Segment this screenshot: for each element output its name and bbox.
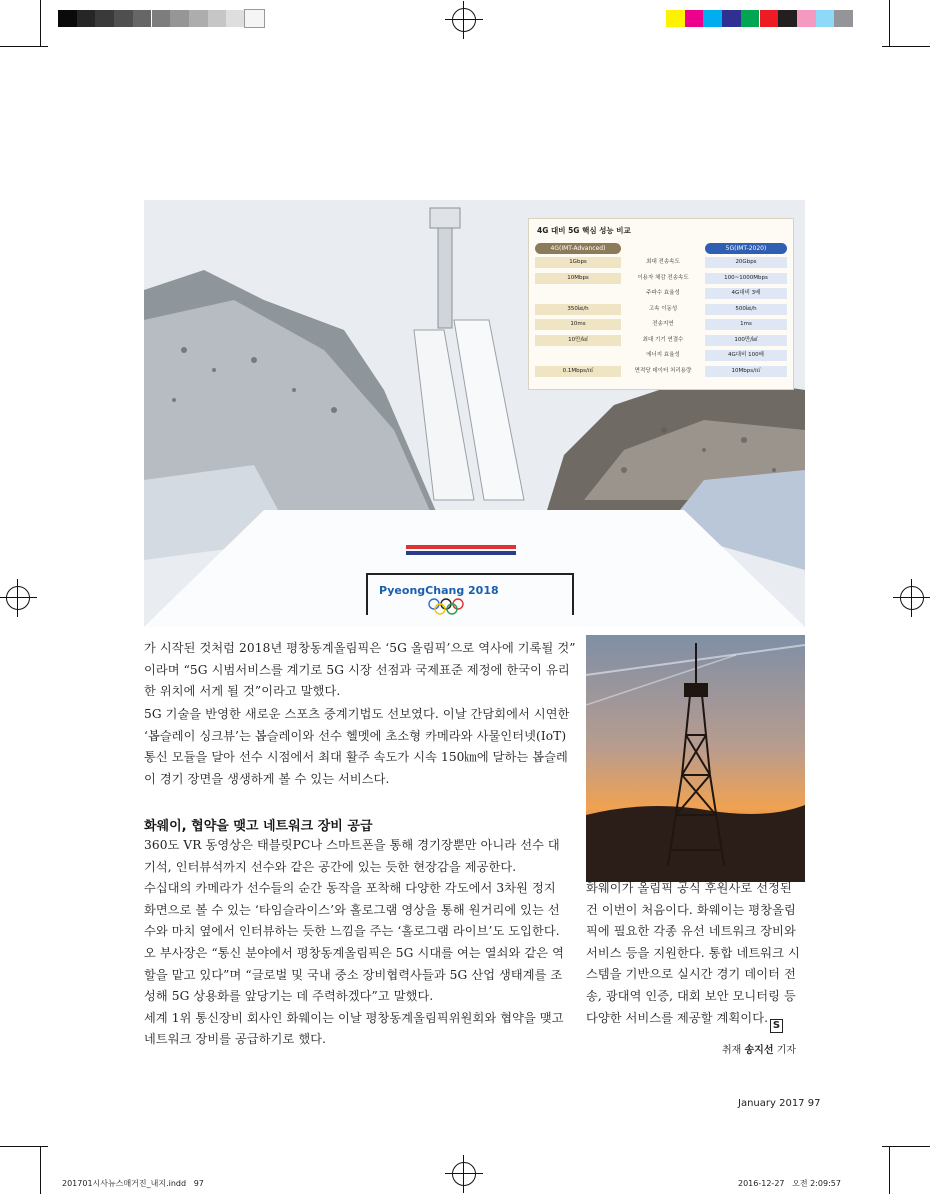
text-line: 한 위치에 서게 될 것”이라고 말했다.: [144, 684, 341, 699]
byline: [722, 1041, 796, 1056]
infobox-4g-value: 10ms: [535, 319, 621, 330]
text-line: 5G 기술을 반영한 새로운 스포츠 중계기법도 선보였다. 이날 간담회에서 시연한: [144, 707, 570, 721]
byline-prefix: 취재: [722, 1045, 742, 1056]
color-swatch: [226, 10, 245, 27]
slug-timestamp: 2016-12-27 오전 2:09:57: [738, 1179, 841, 1188]
color-swatch: [189, 10, 208, 27]
infobox-row: [535, 366, 787, 377]
text-line: 가 시작된 것처럼 2018년 평창동계올림픽은 ‘5G 올림픽’으로 역사에 기록될 것”: [144, 641, 576, 655]
text-line: 네트워크 장비를 공급하기로 했다.: [144, 1032, 327, 1047]
infobox-5g-value: 20Gbps: [705, 257, 787, 268]
color-swatch: [834, 10, 853, 27]
infobox-metric-label: 고속 이동성: [648, 305, 678, 312]
text-line: 스템을 기반으로 실시간 경기 데이터 전: [586, 967, 796, 982]
text-line: 픽에 필요한 각종 유선 네트워크 장비와: [586, 924, 796, 939]
article-paragraph-2: [144, 704, 570, 790]
5g-comparison-infobox: [528, 218, 794, 390]
text-line: 건 이번이 처음이다. 화웨이는 평창올림: [586, 902, 796, 917]
registration-mark-right: [900, 586, 924, 610]
registration-mark-left: [6, 586, 30, 610]
color-swatch: [170, 10, 189, 27]
infobox-4g-value: 0.1Mbps/㎡: [535, 366, 621, 377]
infobox-metric-label: 면적당 데이터 처리용량: [634, 367, 692, 374]
text-line: 기석, 인터뷰석까지 선수와 같은 공간에 있는 듯한 현장감을 제공한다.: [144, 859, 517, 874]
page-number-label: January 2017 97: [738, 1098, 821, 1109]
infobox-4g-value: 10Mbps: [535, 273, 621, 284]
infobox-header-5g: 5G(IMT-2020): [705, 243, 787, 254]
color-swatch: [245, 10, 264, 27]
pyeongchang-banner-text: PyeongChang 2018: [379, 584, 499, 597]
registration-mark-top: [452, 8, 476, 32]
infobox-5g-value: 4G대비 100배: [705, 350, 787, 361]
text-line: 오 부사장은 “통신 분야에서 평창동계올림픽은 5G 시대를 여는 열쇠와 같은 역: [144, 945, 564, 960]
byline-name: 송지선: [744, 1045, 774, 1056]
infobox-4g-value: 1Gbps: [535, 257, 621, 268]
infobox-row: [535, 273, 787, 284]
color-swatch: [816, 10, 835, 27]
infobox-metric-label: 전송지연: [652, 321, 674, 327]
color-swatch: [778, 10, 797, 27]
text-line: 통신 모듈을 달아 선수 시점에서 최대 활주 속도가 시속 150㎞에 달하는 봅슬레: [144, 750, 568, 765]
color-swatch: [95, 10, 114, 27]
color-swatch: [133, 10, 152, 27]
infobox-5g-value: 1ms: [705, 319, 787, 330]
text-line: 서비스 등을 지원한다. 통합 네트워크 시: [586, 945, 800, 960]
color-swatch: [208, 10, 227, 27]
infobox-row: [535, 288, 787, 299]
infobox-5g-value: 10Mbps/㎡: [705, 366, 787, 377]
text-line: 화웨이가 올림픽 공식 후원사로 선정된: [586, 881, 792, 895]
infobox-5g-value: 100~1000Mbps: [705, 273, 787, 284]
infobox-header-4g: 4G(IMT-Advanced): [535, 243, 621, 254]
text-line: 할을 맡고 있다”며 “글로벌 및 국내 중소 장비협력사들과 5G 산업 생태계를 조: [144, 967, 563, 982]
text-line: 수와 마치 옆에서 인터뷰하는 듯한 느낌을 주는 ‘홀로그램 라이브’도 도입한다.: [144, 924, 560, 939]
infobox-metric-label: 이용자 체감 전송속도: [637, 274, 689, 281]
text-line: 화면으로 볼 수 있는 ‘타임슬라이스’와 홀로그램 영상을 통해 원거리에 있는 선: [144, 902, 560, 917]
color-swatch: [760, 10, 779, 27]
infobox-row: [535, 257, 787, 268]
color-swatch: [797, 10, 816, 27]
color-swatch: [703, 10, 722, 27]
color-swatch: [77, 10, 96, 27]
color-swatch: [741, 10, 760, 27]
text-line: 세계 1위 통신장비 회사인 화웨이는 이날 평창동계올림픽위원회와 협약을 맺고: [144, 1010, 564, 1025]
color-swatch: [685, 10, 704, 27]
infobox-4g-value: 10만/㎢: [535, 335, 621, 346]
text-line: 송, 광대역 인증, 대회 보안 모니터링 등: [586, 988, 796, 1003]
text-line: 다양한 서비스를 제공할 계획이다.: [586, 1010, 769, 1025]
infobox-metric-label: 주파수 효율성: [646, 290, 680, 296]
text-line: 360도 VR 동영상은 태블릿PC나 스마트폰을 통해 경기장뿐만 아니라 선수 대: [144, 838, 560, 852]
infobox-row: [535, 319, 787, 330]
article-paragraph-4: [586, 878, 806, 1029]
color-swatch: [666, 10, 685, 27]
infobox-metric-label: 최대 전송속도: [646, 259, 680, 265]
article-paragraph-1: [144, 638, 576, 703]
infobox-metric-label: 에너지 효율성: [646, 352, 680, 358]
text-line: 이 경기 장면을 생생하게 볼 수 있는 서비스다.: [144, 771, 390, 786]
text-line: 성해 5G 상용화를 앞당기는 데 주력하겠다”고 말했다.: [144, 989, 434, 1004]
article-paragraph-3: [144, 835, 564, 1051]
color-swatch: [152, 10, 171, 27]
text-line: 수십대의 카메라가 선수들의 순간 동작을 포착해 다양한 각도에서 3차원 정지: [144, 881, 556, 896]
registration-mark-bottom: [452, 1162, 476, 1186]
color-swatch: [58, 10, 77, 27]
byline-suffix: 기자: [776, 1045, 797, 1056]
infobox-4g-value: 350㎞/h: [535, 304, 621, 315]
infobox-5g-value: 100만/㎢: [705, 335, 787, 346]
color-swatch: [114, 10, 133, 27]
infobox-row: [535, 335, 787, 346]
infobox-row: [535, 350, 787, 361]
infobox-metric-label: 최대 기기 연결수: [642, 336, 684, 343]
color-swatch: [722, 10, 741, 27]
end-mark: S: [770, 1019, 783, 1033]
section-heading: 화웨이, 협약을 맺고 네트워크 장비 공급: [144, 819, 373, 834]
infobox-title: 4G 대비 5G 핵심 성능 비교: [537, 226, 631, 235]
text-line: 이라며 “5G 시범서비스를 계기로 5G 시장 선점과 국제표준 제정에 한국이 유리: [144, 662, 570, 677]
infobox-5g-value: 500㎞/h: [705, 304, 787, 315]
infobox-row: [535, 304, 787, 315]
infobox-5g-value: 4G대비 3배: [705, 288, 787, 299]
tower-illustration: [586, 635, 805, 882]
text-line: ‘봅슬레이 싱크뷰’는 봅슬레이와 선수 헬멧에 초소형 카메라와 사물인터넷(IoT): [144, 728, 567, 743]
tower-sunset-photo: [586, 635, 805, 882]
slug-filename: 201701시사뉴스매거진_내지.indd 97: [62, 1179, 204, 1188]
